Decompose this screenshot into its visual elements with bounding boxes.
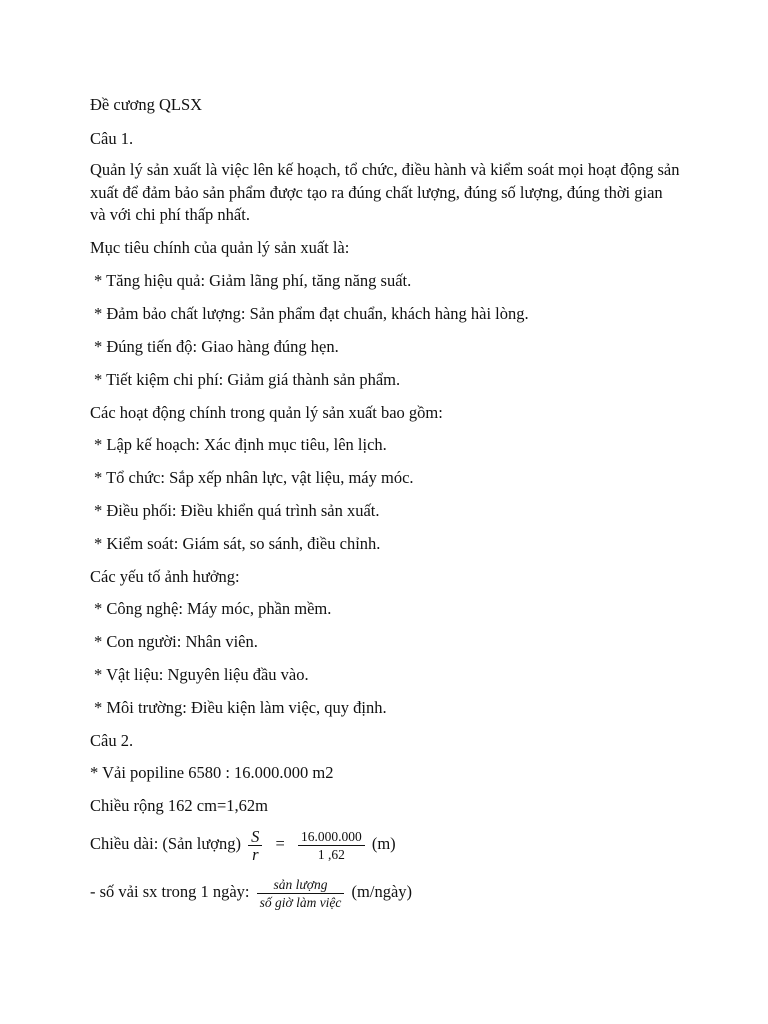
goal-item: * Tiết kiệm chi phí: Giảm giá thành sản phẩm. [94, 370, 401, 389]
factor-item: * Môi trường: Điều kiện làm việc, quy định. [94, 698, 387, 717]
factor-item: * Công nghệ: Máy móc, phần mềm. [94, 599, 332, 618]
fabric-quantity: * Vải popiline 6580 : 16.000.000 m2 [90, 763, 334, 782]
activity-item: * Tổ chức: Sắp xếp nhân lực, vật liệu, máy móc. [94, 468, 414, 487]
factor-item: * Vật liệu: Nguyên liệu đầu vào. [94, 665, 309, 684]
length-unit: (m) [371, 834, 396, 853]
factors-heading: Các yếu tố ảnh hưởng: [90, 567, 240, 586]
length-label: Chiều dài: (Sản lượng) [90, 834, 242, 853]
length-fraction-symbolic [248, 828, 262, 863]
goal-item: * Đúng tiến độ: Giao hàng đúng hẹn. [94, 337, 339, 356]
activity-item: * Kiểm soát: Giám sát, so sánh, điều chỉnh. [94, 534, 381, 553]
document-title: Đề cương QLSX [90, 95, 203, 114]
factor-item: * Con người: Nhân viên. [94, 632, 258, 651]
fraction-numerator: sản lượng [257, 876, 345, 894]
activities-heading: Các hoạt động chính trong quản lý sản xuất bao gồm: [90, 403, 443, 422]
goal-item: * Tăng hiệu quả: Giảm lãng phí, tăng năng suất. [94, 271, 412, 290]
length-fraction-numeric [298, 828, 365, 863]
fraction-denominator: r [252, 844, 259, 864]
length-formula [90, 826, 396, 863]
activity-item: * Điều phối: Điều khiển quá trình sản xuất. [94, 501, 380, 520]
per-day-fraction [257, 876, 345, 911]
fraction-denominator: 1 ,62 [317, 846, 345, 862]
fabric-width: Chiều rộng 162 cm=1,62m [90, 796, 268, 815]
fraction-numerator: 16.000.000 [298, 828, 365, 846]
definition-paragraph: Quản lý sản xuất là việc lên kế hoạch, tổ chức, điều hành và kiểm soát mọi hoạt động sản xuất để đảm bảo sản phẩm được tạo ra đúng chất lượng, đúng số lượng, đúng thời gian và với chi phí thấp nhất. [90, 160, 680, 224]
activity-item: * Lập kế hoạch: Xác định mục tiêu, lên lịch. [94, 435, 387, 454]
fraction-numerator: S [248, 828, 262, 846]
per-day-label: - số vải sx trong 1 ngày: [90, 882, 250, 901]
equals-sign: = [275, 834, 285, 853]
per-day-unit: (m/ngày) [351, 882, 413, 901]
fraction-denominator: số giờ làm việc [259, 894, 342, 910]
question-2-heading: Câu 2. [90, 731, 134, 750]
goal-item: * Đảm bảo chất lượng: Sản phẩm đạt chuẩn, khách hàng hài lòng. [94, 304, 529, 323]
per-day-formula [90, 874, 412, 911]
question-1-heading: Câu 1. [90, 129, 134, 148]
goals-heading: Mục tiêu chính của quản lý sản xuất là: [90, 238, 350, 257]
